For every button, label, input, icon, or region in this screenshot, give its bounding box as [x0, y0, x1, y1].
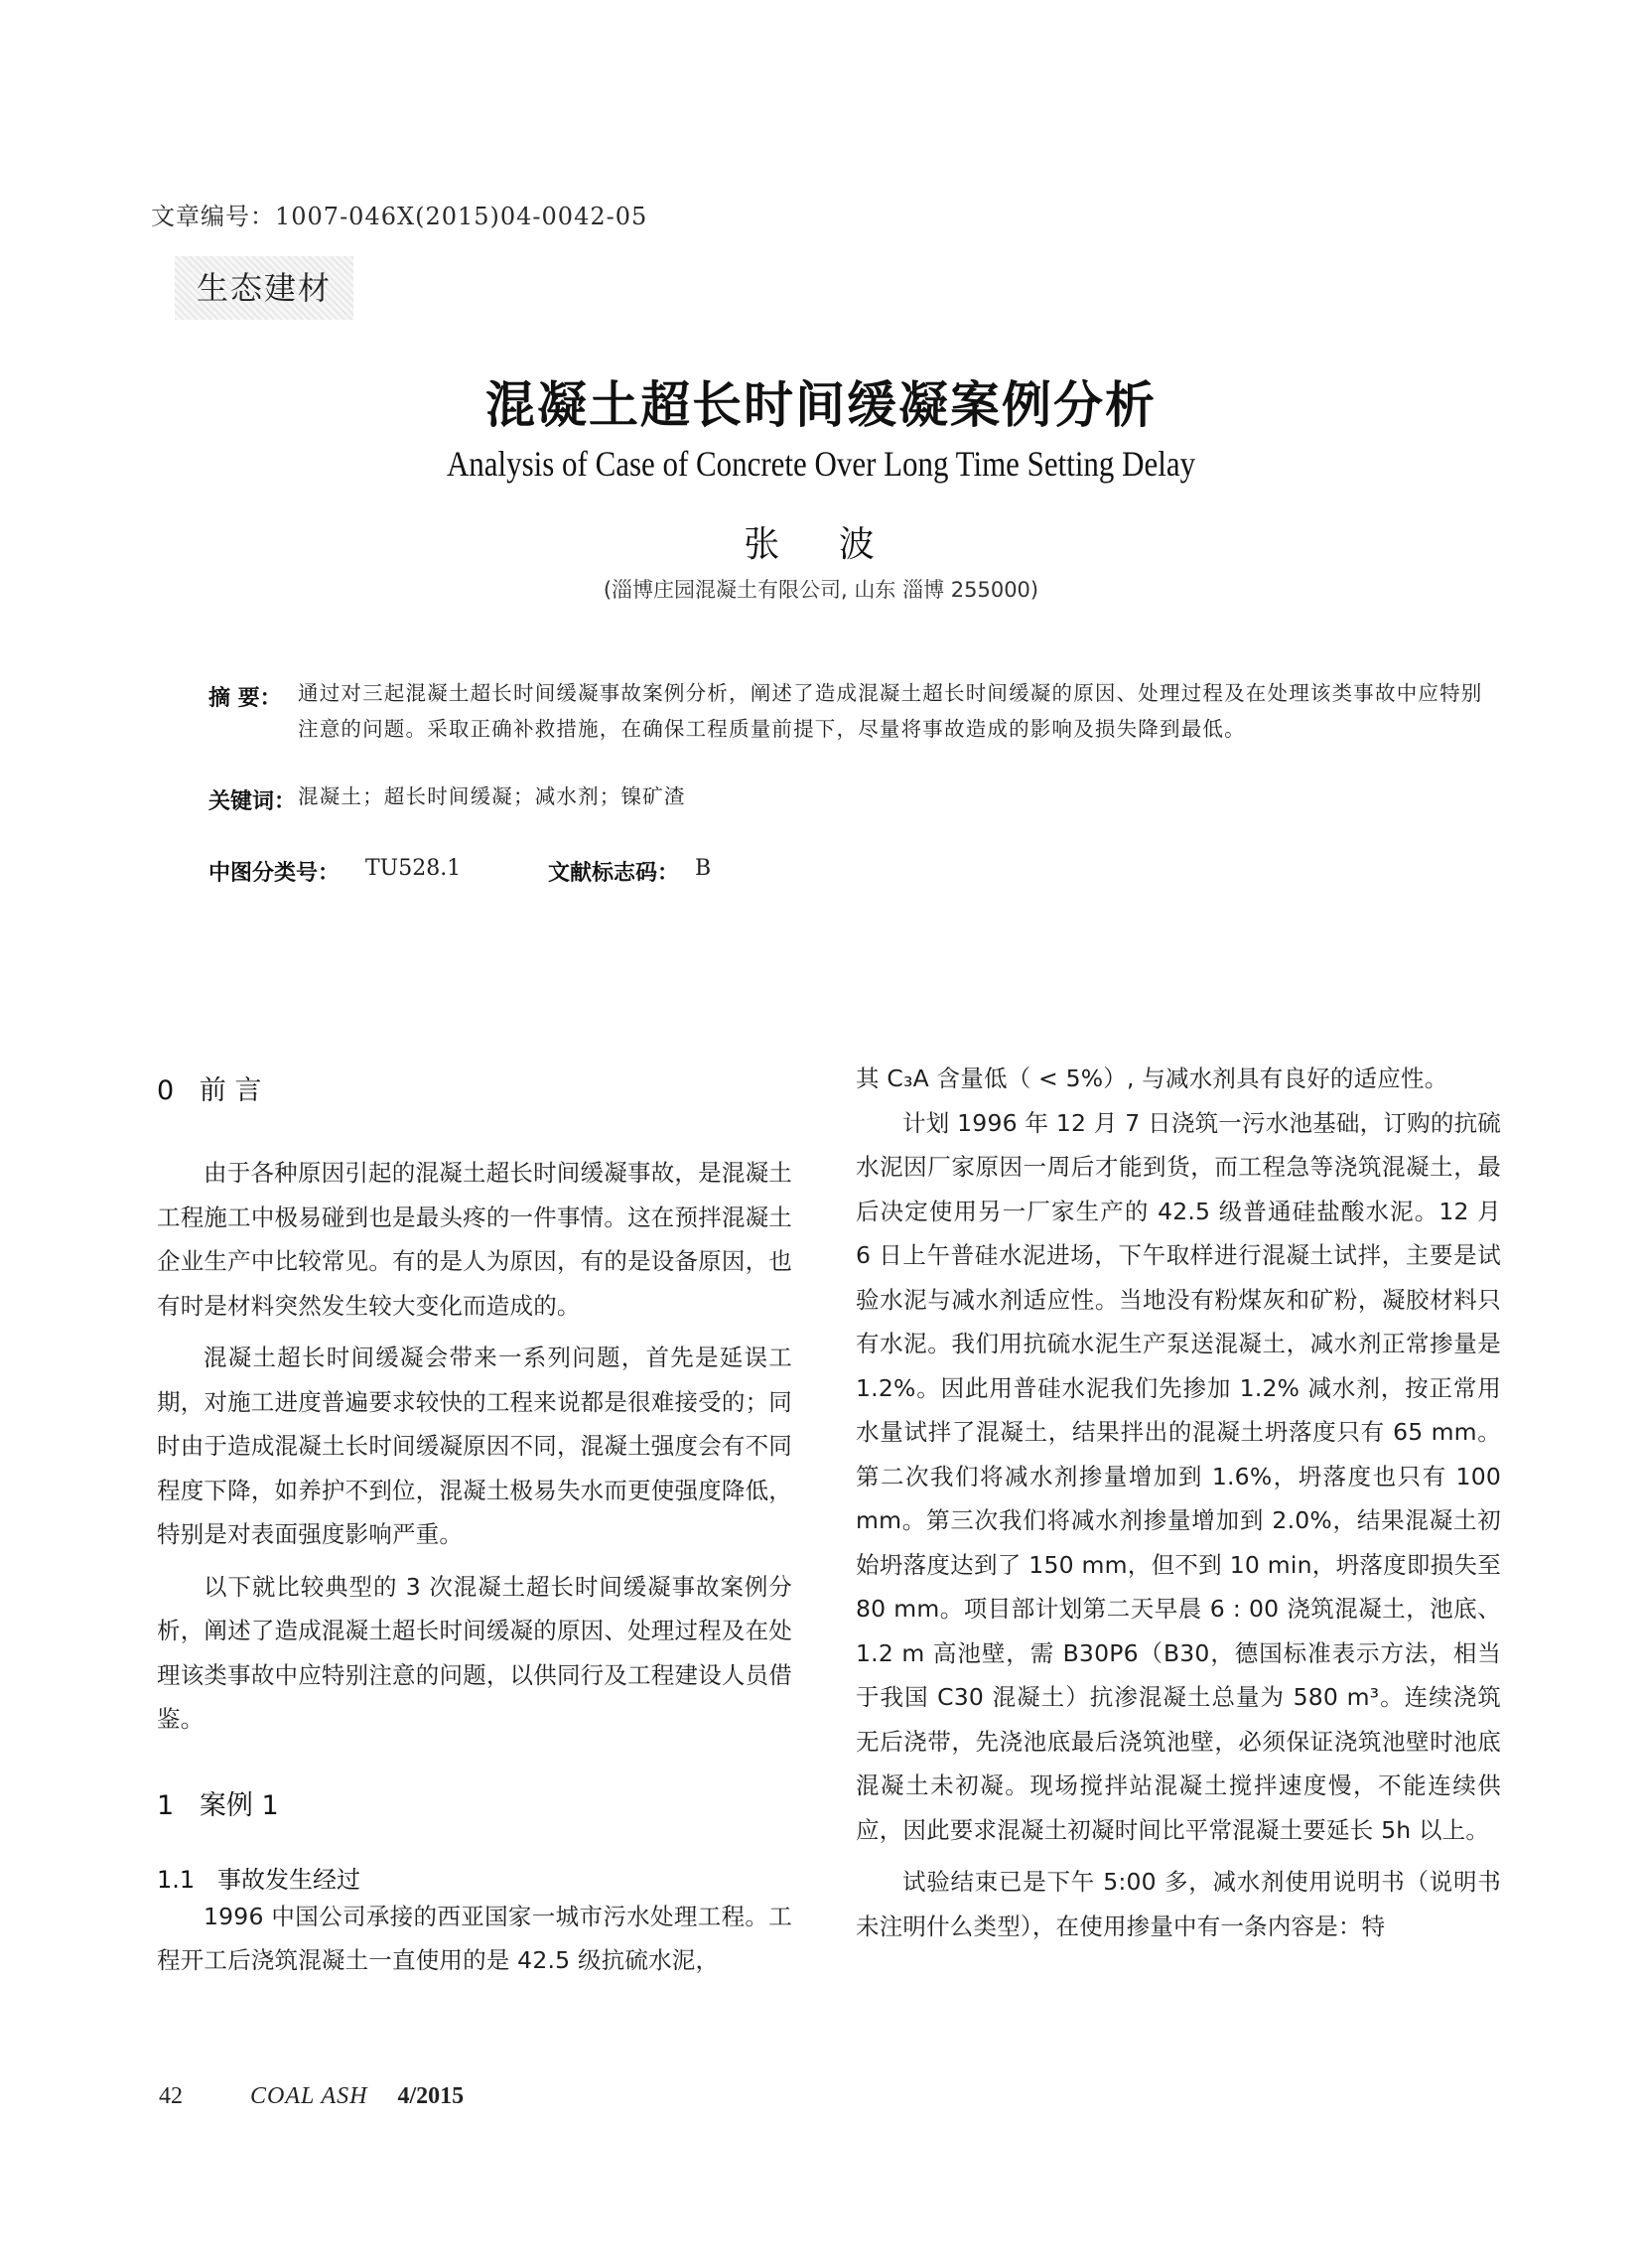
right-paragraph-1: 计划 1996 年 12 月 7 日浇筑一污水池基础，订购的抗硫水泥因厂家原因一周后才能到货，而工程急等浇筑混凝土，最后决定使用另一厂家生产的 42.5 级普通硅盐酸水泥。12 月 6 日上午普硅水泥进场，下午取样进行混凝土试拌，主要是试验水泥与减水剂适应性。当地没有粉煤灰和矿粉，凝胶材料只有水泥。我们用抗硫水泥生产泵送混凝土，减水剂正常掺量是 1.2%。因此用普硅水泥我们先掺加 1.2% 减水剂，按正常用水量试拌了混凝土，结果拌出的混凝土坍落度只有 65 mm。第二次我们将减水剂掺量增加到 1.6%，坍落度也只有 100 mm。第三次我们将减水剂掺量增加到 2.0%，结果混凝土初始坍落度达到了 150 mm，但不到 10 min，坍落度即损失至 80 mm。项目部计划第二天早晨 6 : 00 浇筑混凝土，池底、1.2 m 高池壁，需 B30P6（B30，德国标准表示方法，相当于我国 C30 混凝土）抗渗混凝土总量为 580 m³。连续浇筑无后浇带，先浇池底最后浇筑池壁，必须保证浇筑池壁时池底混凝土未初凝。现场搅拌站混凝土搅拌速度慢，不能连续供应，因此要求混凝土初凝时间比平常混凝土要延长 5h 以上。	[856, 1108, 1501, 1844]
abstract-text: 通过对三起混凝土超长时间缓凝事故案例分析，阐述了造成混凝土超长时间缓凝的原因、处理过程及在处理该类事故中应特别注意的问题。采取正确补救措施，在确保工程质量前提下，尽量将事故造成的影响及损失降到最低。	[298, 681, 1483, 741]
author: 张 波	[744, 524, 898, 565]
section-0-heading: 0 前 言	[157, 1075, 262, 1106]
left-column	[157, 1057, 792, 1983]
right-paragraph-continued: 其 C₃A 含量低（ < 5%）, 与减水剂具有良好的适应性。	[856, 1064, 1448, 1092]
clc-label: 中图分类号：	[208, 861, 341, 886]
document-code-value: B	[695, 856, 712, 881]
section-1-heading: 1 案例 1	[157, 1789, 279, 1821]
intro-paragraph-3: 以下就比较典型的 3 次混凝土超长时间缓凝事故案例分析，阐述了造成混凝土超长时间缓凝的原因、处理过程及在处理该类事故中应特别注意的问题，以供同行及工程建设人员借鉴。	[157, 1572, 792, 1733]
keywords-text: 混凝土；超长时间缓凝；减水剂；镍矿渣	[298, 784, 686, 808]
intro-paragraph-1: 由于各种原因引起的混凝土超长时间缓凝事故，是混凝土工程施工中极易碰到也是最头疼的一件事情。这在预拌混凝土企业生产中比较常见。有的是人为原因，有的是设备原因，也有时是材料突然发生较大变化而造成的。	[157, 1159, 792, 1320]
article-number: 文章编号：1007-046X(2015)04-0042-05	[151, 203, 648, 230]
title-chinese: 混凝土超长时间缓凝案例分析	[485, 376, 1157, 434]
right-paragraph-2: 试验结束已是下午 5:00 多，减水剂使用说明书（说明书未注明什么类型），在使用掺量中有一条内容是：特	[856, 1868, 1501, 1940]
case1-paragraph-1: 1996 中国公司承接的西亚国家一城市污水处理工程。工程开工后浇筑混凝土一直使用的是 42.5 级抗硫水泥，	[157, 1902, 792, 1974]
keywords-label: 关键词：	[208, 789, 297, 814]
document-code-label: 文献标志码：	[548, 861, 680, 886]
clc-value: TU528.1	[365, 856, 462, 881]
abstract-label: 摘 要：	[208, 686, 282, 711]
title-english: Analysis of Case of Concrete Over Long Time Setting Delay	[446, 444, 1196, 484]
page-number: 42	[159, 2083, 183, 2109]
journal-name: COAL ASH	[250, 2083, 368, 2109]
section-tag: 生态建材	[175, 256, 353, 320]
journal-issue: 4/2015	[397, 2083, 465, 2109]
intro-paragraph-2: 混凝土超长时间缓凝会带来一系列问题，首先是延误工期，对施工进度普遍要求较快的工程来说都是很难接受的；同时由于造成混凝土长时间缓凝原因不同，混凝土强度会有不同程度下降，如养护不到位，混凝土极易失水而更使强度降低，特别是对表面强度影响严重。	[157, 1344, 792, 1548]
page-footer	[159, 2083, 464, 2110]
right-column	[856, 1057, 1501, 1948]
affiliation: (淄博庄园混凝土有限公司, 山东 淄博 255000)	[603, 578, 1039, 602]
section-1-1-heading: 1.1 事故发生经过	[157, 1865, 361, 1894]
